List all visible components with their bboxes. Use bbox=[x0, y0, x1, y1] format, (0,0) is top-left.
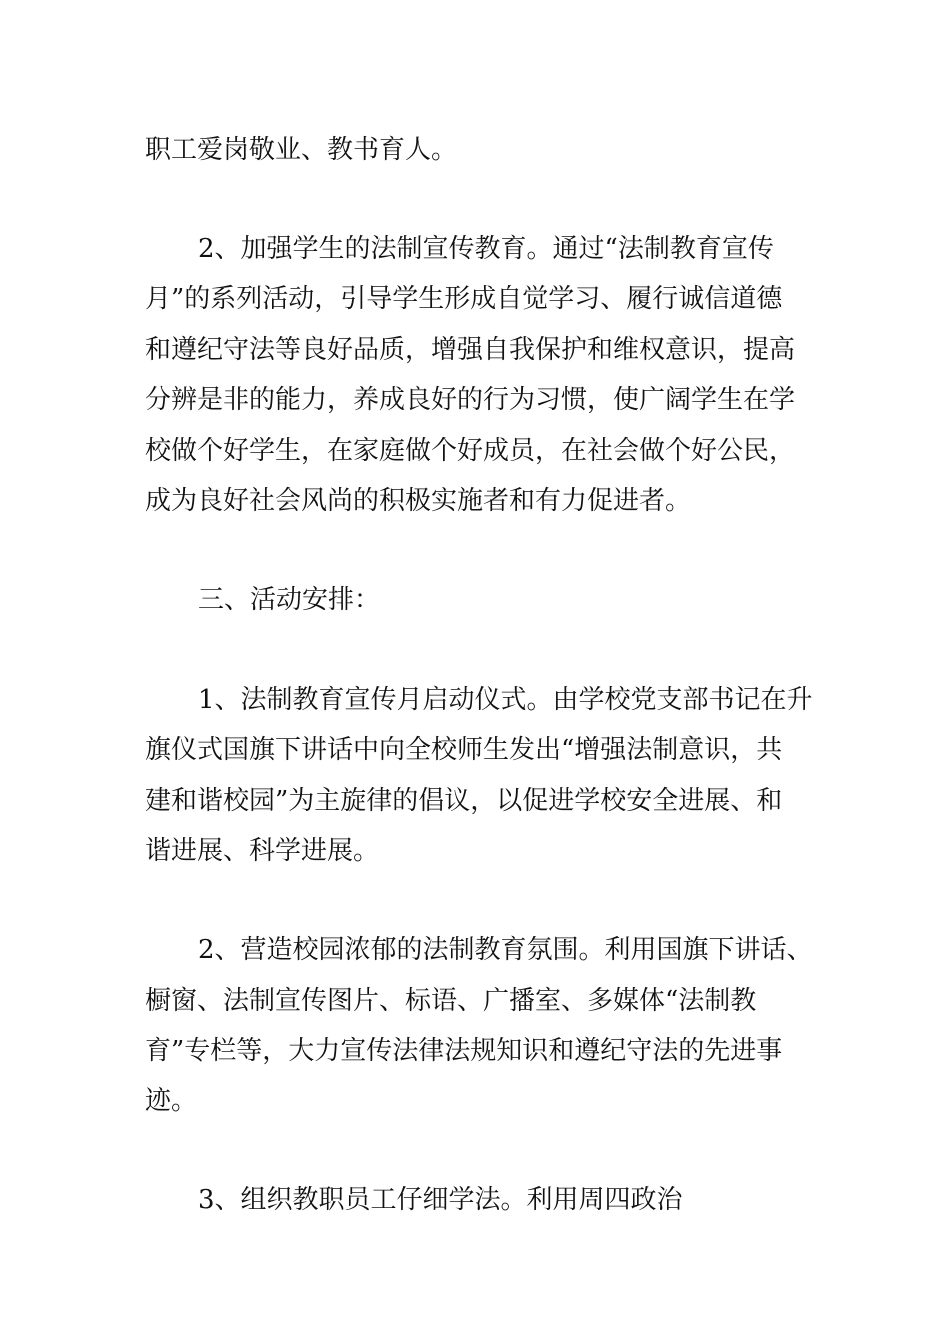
text-line: 迹。 bbox=[145, 1086, 198, 1116]
text-line: 建和谐校园”为主旋律的倡议，以促进学校安全进展、和 bbox=[145, 786, 783, 816]
text-line: 分辨是非的能力，养成良好的行为习惯，使广阔学生在学 bbox=[145, 385, 796, 415]
section-heading: 三、活动安排： bbox=[198, 585, 381, 615]
text-line: 月”的系列活动，引导学生形成自觉学习、履行诚信道德 bbox=[145, 284, 783, 314]
text-line: 成为良好社会风尚的积极实施者和有力促进者。 bbox=[145, 486, 692, 516]
text-line: 和遵纪守法等良好品质，增强自我保护和维权意识，提高 bbox=[145, 335, 796, 365]
paragraph-first-line: 1、法制教育宣传月启动仪式。由学校党支部书记在升 bbox=[198, 685, 813, 715]
paragraph-first-line: 2、营造校园浓郁的法制教育氛围。利用国旗下讲话、 bbox=[198, 935, 813, 965]
text-line: 旗仪式国旗下讲话中向全校师生发出“增强法制意识，共 bbox=[145, 735, 783, 765]
text-line: 橱窗、法制宣传图片、标语、广播室、多媒体“法制教 bbox=[145, 986, 757, 1016]
text-line: 育”专栏等，大力宣传法律法规知识和遵纪守法的先进事 bbox=[145, 1036, 783, 1066]
paragraph-first-line: 2、加强学生的法制宣传教育。通过“法制教育宣传 bbox=[198, 234, 774, 264]
paragraph-first-line: 3、组织教职员工仔细学法。利用周四政治 bbox=[198, 1185, 683, 1215]
text-line: 职工爱岗敬业、教书育人。 bbox=[145, 135, 458, 165]
text-line: 校做个好学生，在家庭做个好成员，在社会做个好公民， bbox=[145, 436, 796, 466]
text-line: 谐进展、科学进展。 bbox=[145, 836, 380, 866]
